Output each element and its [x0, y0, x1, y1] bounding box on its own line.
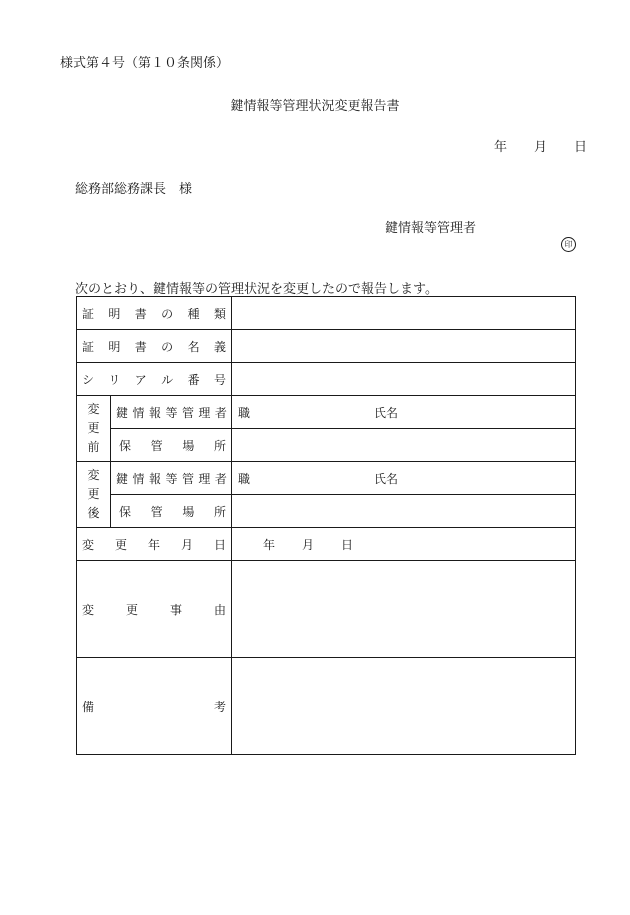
addressee: 総務部総務課長 様 [75, 182, 193, 197]
before-storage-field[interactable] [232, 429, 576, 462]
change-date-day: 日 [341, 537, 354, 552]
row-after-manager [77, 462, 576, 495]
label-cert-name [77, 330, 232, 363]
row-change-date [77, 528, 576, 561]
label-after-storage: 保 管 場 所 [111, 495, 232, 528]
label-serial [77, 363, 232, 396]
row-after-storage [77, 495, 576, 528]
row-reason [77, 561, 576, 658]
form-number: 様式第４号（第１０条関係） [60, 56, 230, 71]
intro-text: 次のとおり、鍵情報等の管理状況を変更したので報告します。 [75, 282, 438, 297]
label-after: 変 更 後 [77, 462, 111, 528]
document-title: 鍵情報等管理状況変更報告書 [230, 99, 400, 114]
after-manager-field[interactable] [232, 462, 576, 495]
label-remarks: 備 考 [77, 658, 232, 755]
label-reason: 変 更 事 由 [77, 561, 232, 658]
date-month-label: 月 [534, 140, 548, 155]
after-name-label: 氏名 [374, 471, 399, 486]
after-storage-field[interactable] [232, 495, 576, 528]
before-position-label: 職 [238, 405, 251, 420]
date-year-label: 年 [494, 140, 508, 155]
label-cert-type [77, 297, 232, 330]
label-after-manager: 鍵 情 報 等 管 理 者 [111, 462, 232, 495]
change-date-month: 月 [302, 537, 315, 552]
serial-field[interactable] [232, 363, 576, 396]
remarks-field[interactable] [232, 658, 576, 755]
submission-date [494, 136, 587, 155]
cert-name-field[interactable] [232, 330, 576, 363]
cert-type-field[interactable] [232, 297, 576, 330]
report-table [76, 296, 576, 755]
serial-chars: シ リ ア ル 番 号 [82, 372, 226, 387]
row-before-storage [77, 429, 576, 462]
label-before: 変 更 前 [77, 396, 111, 462]
change-date-field[interactable] [232, 528, 576, 561]
date-day-label: 日 [574, 140, 588, 155]
label-change-date: 変 更 年 月 日 [77, 528, 232, 561]
row-cert-type [77, 297, 576, 330]
row-remarks [77, 658, 576, 755]
cert-type-chars: 証 明 書 の 種 類 [82, 306, 226, 321]
row-before-manager [77, 396, 576, 429]
label-before-manager: 鍵 情 報 等 管 理 者 [111, 396, 232, 429]
reason-field[interactable] [232, 561, 576, 658]
cert-name-chars: 証 明 書 の 名 義 [82, 339, 226, 354]
before-manager-field[interactable] [232, 396, 576, 429]
change-date-year: 年 [263, 537, 276, 552]
after-position-label: 職 [238, 471, 251, 486]
submitter-title: 鍵情報等管理者 [385, 221, 477, 236]
before-name-label: 氏名 [374, 405, 399, 420]
row-cert-name [77, 330, 576, 363]
label-before-storage: 保 管 場 所 [111, 429, 232, 462]
seal-mark: 印 [561, 237, 576, 252]
row-serial [77, 363, 576, 396]
